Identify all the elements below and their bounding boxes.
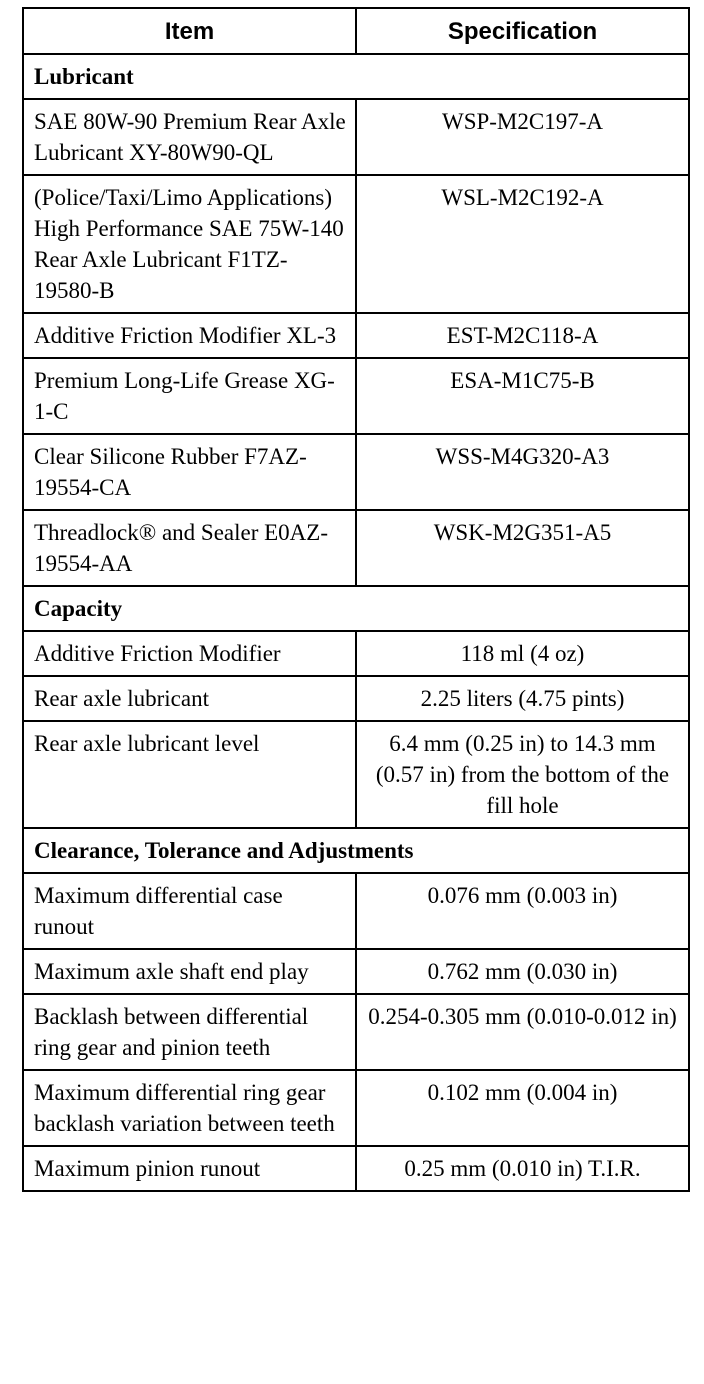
spec-cell: 0.762 mm (0.030 in) xyxy=(356,949,689,994)
item-cell: Maximum differential case runout xyxy=(23,873,356,949)
spec-cell: WSL-M2C192-A xyxy=(356,175,689,313)
item-cell: Additive Friction Modifier XL-3 xyxy=(23,313,356,358)
spec-cell: 6.4 mm (0.25 in) to 14.3 mm (0.57 in) from the bottom of the fill hole xyxy=(356,721,689,828)
item-cell: Rear axle lubricant level xyxy=(23,721,356,828)
spec-cell: ESA-M1C75-B xyxy=(356,358,689,434)
table-row xyxy=(23,1070,689,1146)
section-title: Clearance, Tolerance and Adjustments xyxy=(23,828,689,873)
item-cell: Backlash between differential ring gear and pinion teeth xyxy=(23,994,356,1070)
spec-cell: EST-M2C118-A xyxy=(356,313,689,358)
spec-cell: 0.102 mm (0.004 in) xyxy=(356,1070,689,1146)
table-row xyxy=(23,873,689,949)
table-row xyxy=(23,358,689,434)
item-cell: Rear axle lubricant xyxy=(23,676,356,721)
item-cell: SAE 80W-90 Premium Rear Axle Lubricant XY-80W90-QL xyxy=(23,99,356,175)
table-row xyxy=(23,175,689,313)
table-row xyxy=(23,949,689,994)
section-title: Lubricant xyxy=(23,54,689,99)
table-row xyxy=(23,99,689,175)
item-cell: Additive Friction Modifier xyxy=(23,631,356,676)
spec-cell: WSP-M2C197-A xyxy=(356,99,689,175)
spec-cell: WSS-M4G320-A3 xyxy=(356,434,689,510)
item-cell: (Police/Taxi/Limo Applications) High Performance SAE 75W-140 Rear Axle Lubricant F1TZ-19580-B xyxy=(23,175,356,313)
spec-cell: 0.076 mm (0.003 in) xyxy=(356,873,689,949)
item-cell: Maximum pinion runout xyxy=(23,1146,356,1191)
table-row xyxy=(23,994,689,1070)
spec-cell: WSK-M2G351-A5 xyxy=(356,510,689,586)
table-row xyxy=(23,631,689,676)
specification-column-header: Specification xyxy=(356,8,689,54)
section-row-capacity xyxy=(23,586,689,631)
item-column-header: Item xyxy=(23,8,356,54)
spec-cell: 0.25 mm (0.010 in) T.I.R. xyxy=(356,1146,689,1191)
item-cell: Maximum axle shaft end play xyxy=(23,949,356,994)
table-row xyxy=(23,434,689,510)
table-header-row xyxy=(23,8,689,54)
item-cell: Threadlock® and Sealer E0AZ-19554-AA xyxy=(23,510,356,586)
table-row xyxy=(23,676,689,721)
table-row xyxy=(23,721,689,828)
item-cell: Clear Silicone Rubber F7AZ-19554-CA xyxy=(23,434,356,510)
specification-table xyxy=(22,7,690,1192)
item-cell: Maximum differential ring gear backlash variation between teeth xyxy=(23,1070,356,1146)
spec-cell: 2.25 liters (4.75 pints) xyxy=(356,676,689,721)
section-row-clearance xyxy=(23,828,689,873)
item-cell: Premium Long-Life Grease XG-1-C xyxy=(23,358,356,434)
table-row xyxy=(23,1146,689,1191)
section-row-lubricant xyxy=(23,54,689,99)
table-row xyxy=(23,510,689,586)
spec-cell: 118 ml (4 oz) xyxy=(356,631,689,676)
table-row xyxy=(23,313,689,358)
section-title: Capacity xyxy=(23,586,689,631)
spec-cell: 0.254-0.305 mm (0.010-0.012 in) xyxy=(356,994,689,1070)
